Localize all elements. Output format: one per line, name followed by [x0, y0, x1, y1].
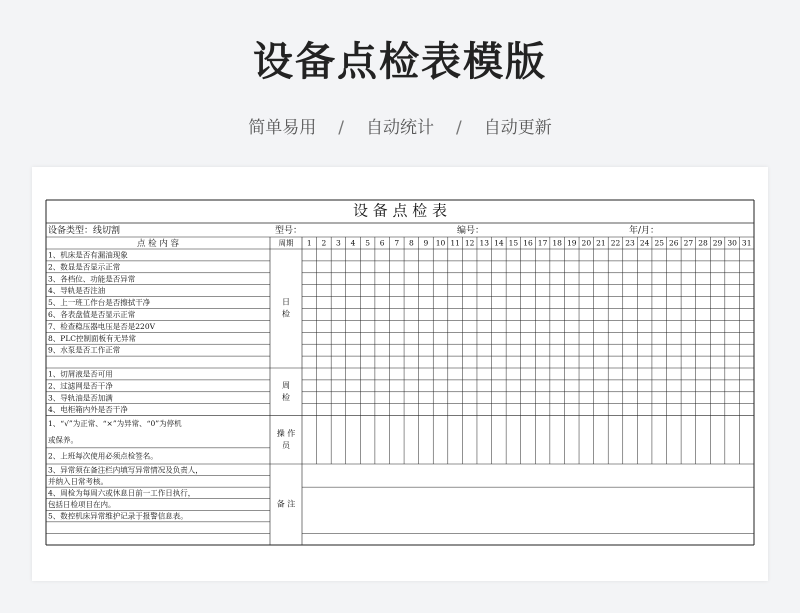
weekly-item: 1、切屑液是否可用: [48, 369, 113, 379]
daily-item: 1、机床是否有漏油现象: [48, 250, 128, 260]
subtitle-auto-stats: 自动统计: [366, 118, 434, 138]
subtitle-separator: /: [456, 118, 462, 138]
operator-label: 员: [282, 440, 290, 450]
column-item-header: 点 检 内 容: [136, 239, 180, 249]
subtitle-separator: /: [338, 118, 344, 138]
weekly-item: 3、导轨油是否加满: [48, 393, 113, 403]
day-number: 2: [321, 238, 327, 248]
day-number: 17: [537, 238, 548, 248]
day-number: 24: [639, 238, 650, 248]
daily-item: 4、导轨是否注油: [48, 286, 106, 296]
day-number: 23: [625, 238, 635, 248]
model-label: 型号：: [275, 226, 303, 236]
day-number: 22: [610, 238, 621, 248]
subtitle-auto-update: 自动更新: [483, 118, 552, 138]
daily-item: 7、检查稳压器电压是否是220V: [48, 321, 156, 331]
day-number: 10: [435, 238, 446, 248]
year-month-label: 年/月：: [629, 226, 660, 236]
page-subtitle: [0, 113, 800, 138]
day-number: 9: [423, 238, 429, 248]
day-number: 7: [394, 238, 400, 248]
operator-note: 1、“√”为正常、“×”为异常、“0”为停机: [48, 419, 182, 429]
day-number: 14: [494, 238, 504, 248]
code-label: 编号：: [457, 226, 485, 236]
day-number: 11: [450, 238, 460, 248]
day-number: 13: [479, 238, 490, 248]
daily-item: 3、各档位、功能是否异常: [48, 274, 136, 284]
remark-label: 备 注: [276, 499, 296, 509]
operator-note: 2、上班每次使用必须点检签名。: [48, 451, 158, 461]
day-number: 12: [464, 238, 475, 248]
page-title: 设备点检表模版: [253, 39, 547, 85]
operator-label: 操 作: [276, 428, 296, 438]
day-number: 20: [581, 238, 592, 248]
daily-item: 9、水泵是否工作正常: [48, 345, 121, 355]
daily-label: 日: [282, 297, 290, 307]
remark-note: 包括日检项目在内。: [48, 500, 116, 509]
remark-note: 并纳入日常考核。: [48, 476, 108, 486]
day-number: 16: [523, 238, 533, 248]
daily-label: 检: [282, 309, 290, 319]
day-number: 27: [683, 238, 694, 248]
day-number: 6: [379, 238, 385, 248]
operator-note: 或保养。: [48, 435, 78, 445]
day-number: 8: [408, 238, 414, 248]
subtitle-easy: 简单易用: [248, 118, 317, 138]
day-number: 29: [712, 238, 723, 248]
weekly-item: 4、电柜箱内外是否干净: [48, 405, 128, 415]
day-number: 19: [566, 238, 577, 248]
sheet-card: [32, 167, 768, 581]
day-number: 26: [669, 238, 679, 248]
remark-note: 5、数控机床异常维护记录于报警信息表。: [48, 511, 188, 521]
weekly-label: 检: [282, 392, 290, 402]
weekly-label: 周: [282, 380, 290, 390]
device-type: 设备类型：线切割: [48, 226, 121, 236]
sheet-title: 设 备 点 检 表: [352, 201, 448, 220]
daily-item: 6、各表盘值是否显示正常: [48, 309, 136, 319]
day-number: 31: [741, 238, 752, 248]
weekly-item: 2、过滤网是否干净: [48, 381, 113, 391]
day-number: 4: [350, 238, 356, 248]
inspection-sheet: [32, 167, 768, 581]
day-number: 28: [698, 238, 708, 248]
day-number: 3: [336, 238, 341, 248]
remark-note: 3、异常须在备注栏内填写异常情况及负责人，: [48, 465, 203, 475]
day-number: 1: [306, 238, 312, 248]
day-number: 5: [365, 238, 371, 248]
daily-item: 5、上一班工作台是否擦拭干净: [48, 298, 151, 308]
daily-item: 8、PLC控制面板有无异常: [48, 333, 137, 343]
day-number: 15: [508, 238, 519, 248]
daily-item: 2、数显是否显示正常: [48, 262, 121, 272]
day-number: 25: [654, 238, 664, 248]
day-number: 30: [727, 238, 737, 248]
remark-note: 4、周检为每周六或休息日前一工作日执行，: [48, 488, 196, 498]
column-period-header: 周期: [278, 238, 294, 248]
day-number: 18: [552, 238, 562, 248]
day-number: 21: [596, 238, 606, 248]
